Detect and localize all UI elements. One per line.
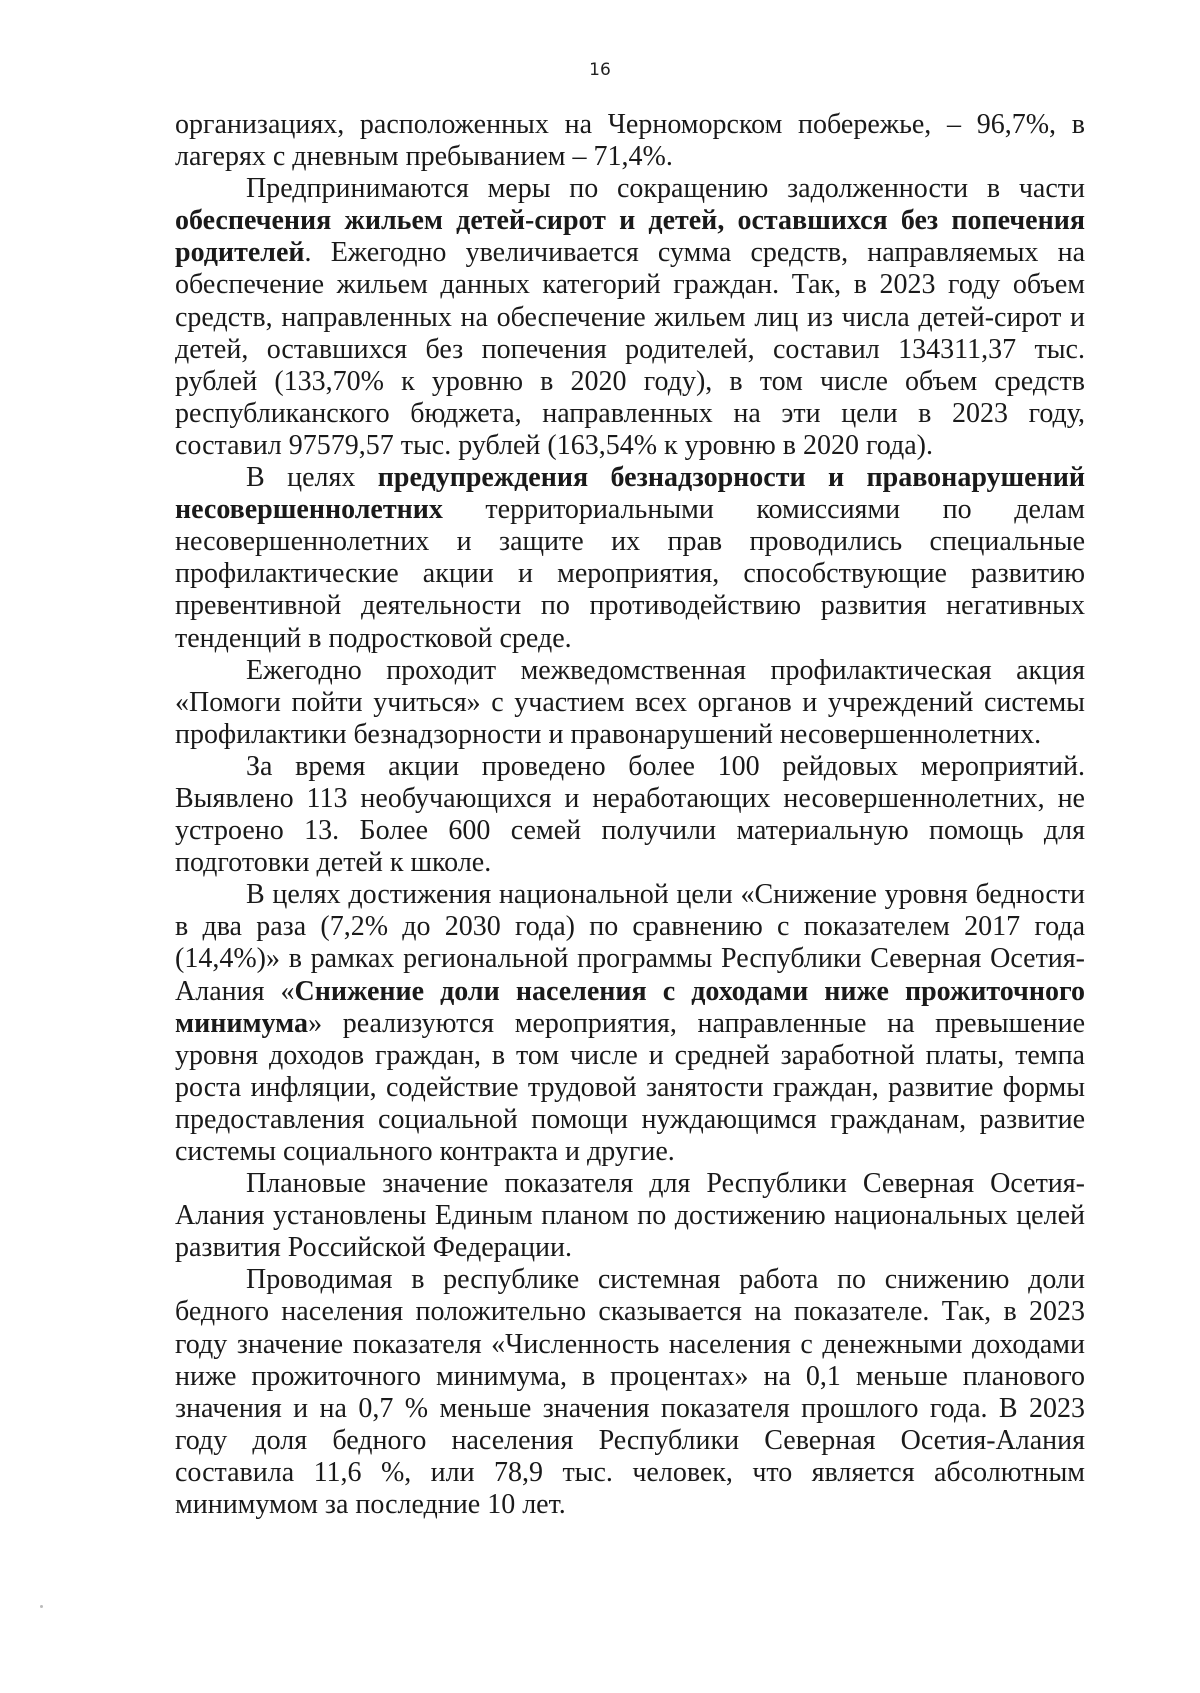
document-body xyxy=(175,109,1085,1521)
text-run: территориальными комиссиями по делам несовершеннолетних и защите их прав проводились специальные профилактические акции и мероприятия, способствующие развитию превентивной деятельности по противодействию развития негативных тенденций в подростковой среде. xyxy=(175,494,1085,654)
paragraph xyxy=(175,109,1085,173)
paragraph xyxy=(175,751,1085,879)
text-run: Ежегодно проходит межведомственная профилактическая акция «Помоги пойти учиться» с участием всех органов и учреждений системы профилактики безнадзорности и правонарушений несовершеннолетних. xyxy=(175,654,1085,750)
paragraph xyxy=(175,173,1085,462)
text-run: организациях, расположенных на Черноморском побережье, – 96,7%, в лагерях с дневным пребыванием – 71,4%. xyxy=(175,109,1085,173)
text-run: Проводимая в республике системная работа по снижению доли бедного населения положительно сказывается на показателе. Так, в 2023 году значение показателя «Численность населения с денежными доходами ниже прожиточного минимума, в процентах» на 0,1 меньше планового значения и на 0,7 % меньше значения показателя прошлого года. В 2023 году доля бедного населения Республики Северная Осетия-Алания составила 11,6 %, или 78,9 тыс. человек, что является абсолютным минимумом за последние 10 лет. xyxy=(175,1264,1085,1521)
text-run: . Ежегодно увеличивается сумма средств, направляемых на обеспечение жильем данных категорий граждан. Так, в 2023 году объем средств, направленных на обеспечение жильем лиц из числа детей-сирот и детей, оставшихся без попечения родителей, составил 134311,37 тыс. рублей (133,70% к уровню в 2020 году), в том числе объем средств республиканского бюджета, направленных на эти цели в 2023 году, составил 97579,57 тыс. рублей (163,54% к уровню в 2020 года). xyxy=(175,237,1085,461)
paragraph xyxy=(175,462,1085,655)
paragraph xyxy=(175,1168,1085,1264)
bold-text: предупреждения безнадзорности и правонарушений несовершеннолетних xyxy=(175,462,1085,526)
paragraph xyxy=(175,1264,1085,1521)
text-run: Плановые значение показателя для Республики Северная Осетия-Алания установлены Единым планом по достижению национальных целей развития Российской Федерации. xyxy=(175,1168,1085,1264)
paragraph xyxy=(175,655,1085,751)
text-run: За время акции проведено более 100 рейдовых мероприятий. Выявлено 113 необучающихся и неработающих несовершеннолетних, не устроено 13. Более 600 семей получили материальную помощь для подготовки детей к школе. xyxy=(175,750,1085,879)
bold-text: Снижение доли населения с доходами ниже прожиточного минимума xyxy=(175,975,1086,1039)
paragraph xyxy=(175,879,1085,1168)
text-run: Предпринимаются меры по сокращению задолженности в части xyxy=(246,173,1085,205)
text-run: » реализуются мероприятия, направленные на превышение уровня доходов граждан, в том числе и средней заработной платы, темпа роста инфляции, содействие трудовой занятости граждан, развитие формы предоставления социальной помощи нуждающимся гражданам, развитие системы социального контракта и другие. xyxy=(175,1007,1085,1167)
bold-text: обеспечения жильем детей-сирот и детей, оставшихся без попечения родителей xyxy=(175,205,1085,269)
scan-speck xyxy=(40,1605,43,1608)
page-number: 16 xyxy=(589,60,611,80)
text-run: В целях достижения национальной цели «Снижение уровня бедности в два раза (7,2% до 2030 года) по сравнению с показателем 2017 года (14,4%)» в рамках региональной программы Республики Северная Осетия-Алания « xyxy=(175,879,1085,1007)
text-run: В целях xyxy=(246,462,378,494)
